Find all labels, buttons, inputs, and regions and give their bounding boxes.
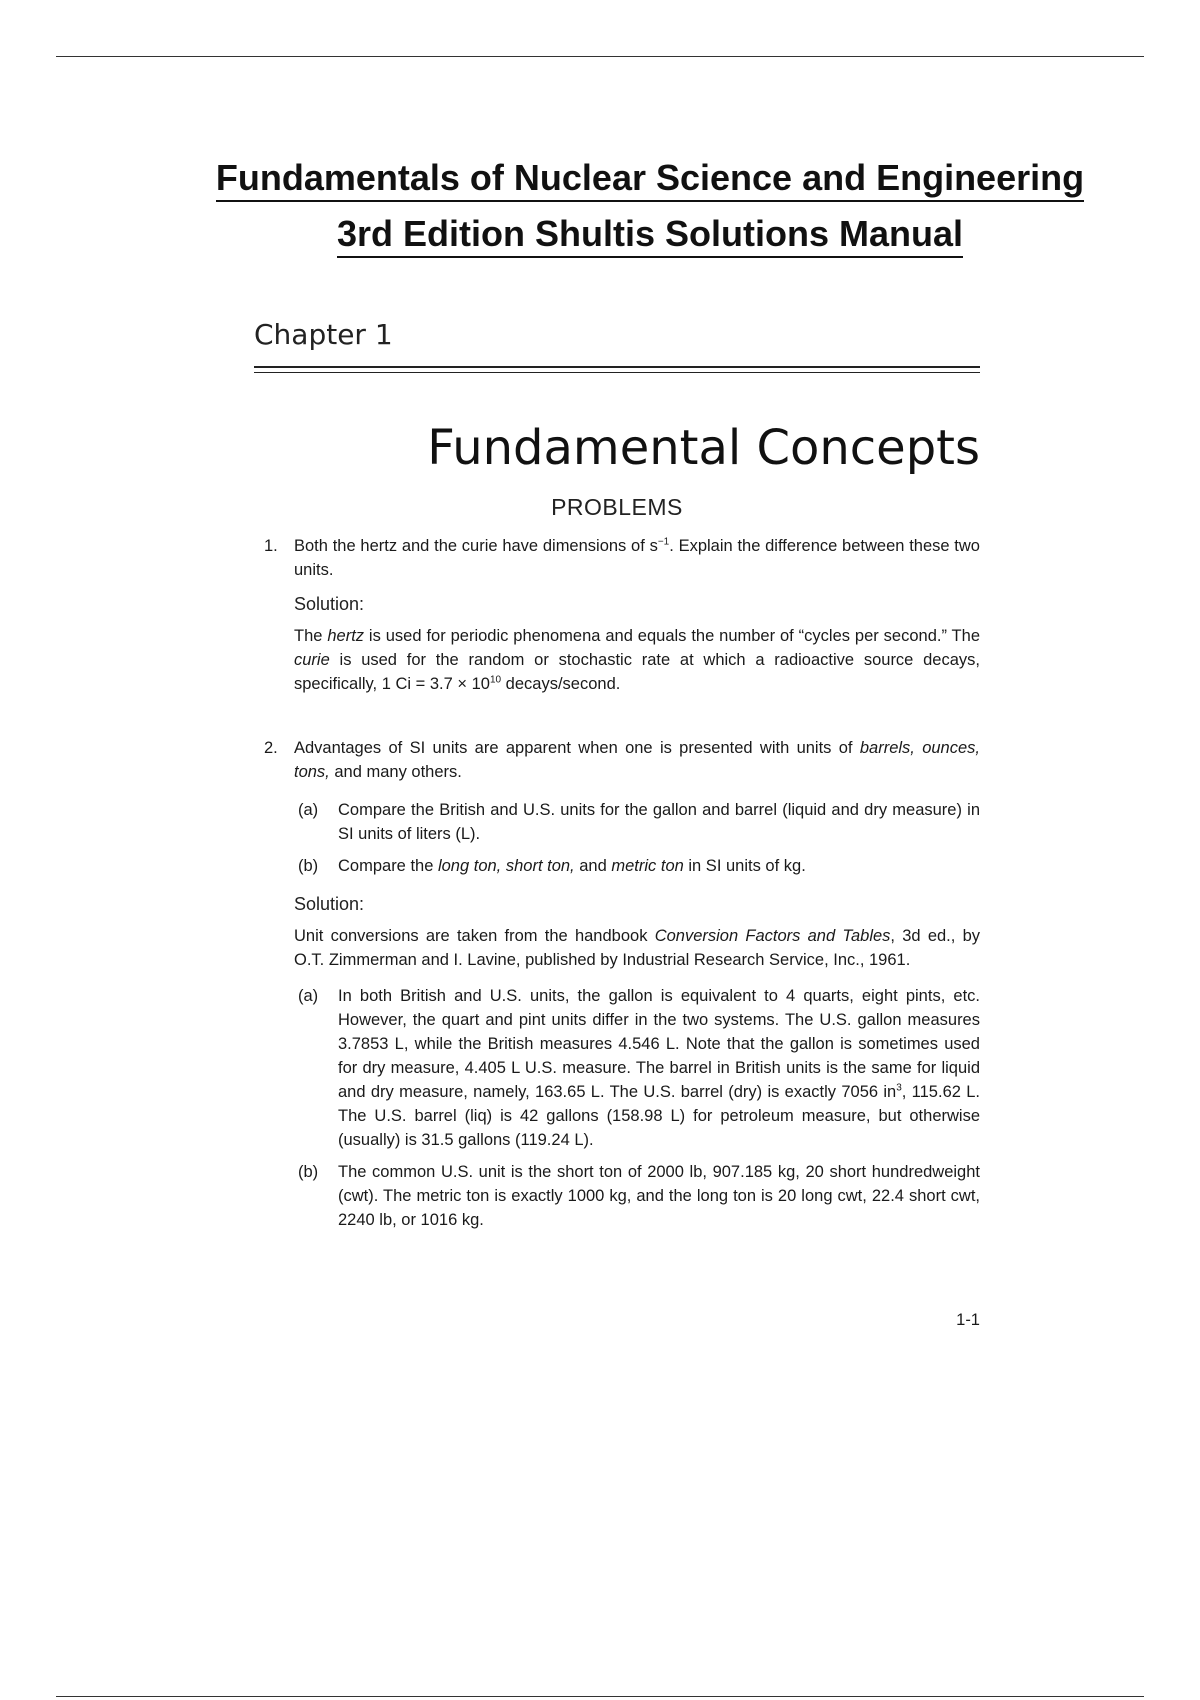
problem-number: 1.	[264, 537, 278, 555]
text-run: Unit conversions are taken from the handbook	[294, 927, 655, 945]
document-title	[180, 150, 1120, 262]
part-label: (b)	[298, 1163, 319, 1181]
problem-1	[264, 534, 980, 696]
italic-title: Conversion Factors and Tables	[654, 927, 891, 945]
section-heading: PROBLEMS	[551, 494, 683, 520]
text-run: In both British and U.S. units, the gallon is equivalent to 4 quarts, eight pints, etc. However, the quart and pint units differ in the two systems. The U.S. gallon measures 3.7853 L, while the British measures 4.546 L. Note that the gallon is sometimes used for dry measure, 4.405 L U.S. measure. The barrel in British units is the same for liquid and dry measure, namely, 163.65 L. The U.S. barrel (dry) is exactly 7056 in	[338, 987, 980, 1101]
exponent: 10	[489, 674, 502, 686]
solution-text	[294, 624, 980, 696]
italic-term: long ton, short ton,	[437, 857, 575, 875]
document-body	[264, 534, 980, 1232]
problem-question	[294, 534, 980, 582]
part-label: (a)	[298, 801, 319, 819]
problem-number: 2.	[264, 739, 278, 757]
answer-b	[294, 1160, 980, 1232]
part-label: (b)	[298, 857, 319, 875]
question-text-end: . Explain the difference between these two units.	[294, 537, 980, 579]
solution-label: Solution:	[294, 894, 365, 914]
text-run: and many others.	[329, 763, 462, 781]
text-run: Compare the	[338, 857, 438, 875]
bottom-rule	[56, 1696, 1144, 1697]
solution-label: Solution:	[294, 594, 365, 614]
title-line-2: 3rd Edition Shultis Solutions Manual	[337, 212, 963, 258]
italic-term: metric ton	[611, 857, 684, 875]
text-run: in SI units of kg.	[683, 857, 806, 875]
chapter-label: Chapter 1	[254, 318, 393, 351]
answer-a	[294, 984, 980, 1152]
italic-term: curie	[294, 651, 330, 669]
part-text	[338, 854, 980, 878]
text-run: , 115.62 L. The U.S. barrel (liq) is 42 gallons (158.98 L) for petroleum measure, but otherwise (usually) is 31.5 gallons (119.24 L).	[338, 1083, 980, 1149]
text-run: decays/second.	[501, 675, 621, 693]
top-rule	[56, 56, 1144, 57]
text-run: The	[294, 627, 328, 645]
question-superscript: −1	[657, 536, 670, 548]
solution-intro	[294, 924, 980, 972]
text-run: is used for periodic phenomena and equals the number of “cycles per second.” The	[364, 627, 980, 645]
text-run: is used for the random or stochastic rate at which a radioactive source decays, specifically, 1 Ci = 3.7 × 10	[294, 651, 980, 693]
answer-text	[338, 984, 980, 1152]
part-a	[294, 798, 980, 846]
problem-2	[264, 736, 980, 1232]
answer-text: The common U.S. unit is the short ton of 2000 lb, 907.185 kg, 20 short hundredweight (cwt). The metric ton is exactly 1000 kg, and the long ton is 20 long cwt, 22.4 short cwt, 2240 lb, or 1016 kg.	[338, 1163, 980, 1229]
page-number: 1-1	[956, 1311, 980, 1329]
part-label: (a)	[298, 987, 319, 1005]
title-line-1: Fundamentals of Nuclear Science and Engineering	[216, 156, 1084, 202]
chapter-rule	[254, 366, 980, 368]
question-text: Both the hertz and the curie have dimensions of s	[294, 537, 658, 555]
chapter-rule-thin	[254, 372, 980, 373]
problem-question	[294, 736, 980, 784]
text-run: and	[574, 857, 612, 875]
part-text: Compare the British and U.S. units for the gallon and barrel (liquid and dry measure) in SI units of liters (L).	[338, 801, 980, 843]
exponent: 3	[896, 1082, 902, 1094]
part-b	[294, 854, 980, 878]
chapter-title: Fundamental Concepts	[427, 420, 980, 476]
italic-term: hertz	[327, 627, 365, 645]
italic-term: barrels, ounces, tons,	[294, 739, 980, 781]
text-run: Advantages of SI units are apparent when one is presented with units of	[294, 739, 860, 757]
text-run: , 3d ed., by O.T. Zimmerman and I. Lavine, published by Industrial Research Service, Inc., 1961.	[294, 927, 981, 969]
